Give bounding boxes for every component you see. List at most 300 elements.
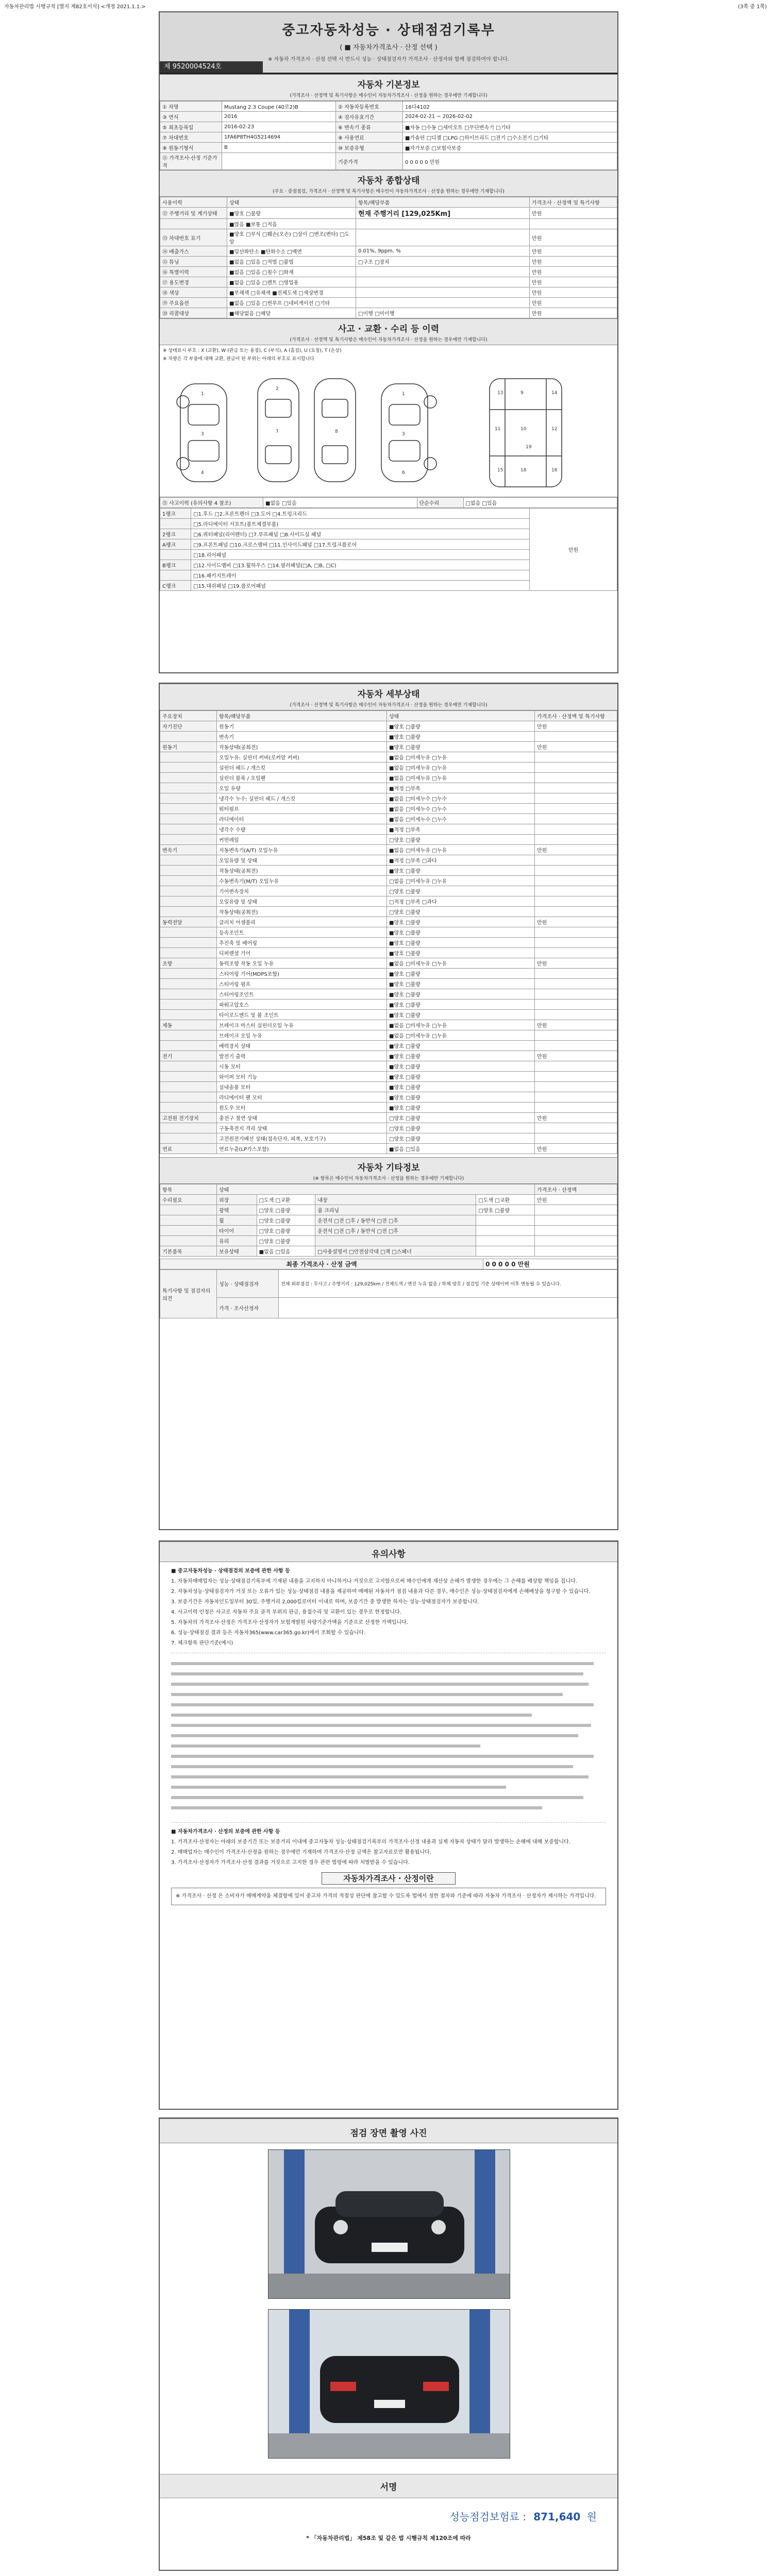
table-row: 특기사항 및 점검자의 의견 성능 · 상태점검자 전체 외부점검 : 무사고 / 주행거리 : 129,025km / 전체도색 / 엔진 누유 없음 / 하체 양호 / 점검일 기준 상태이며 이후 변동될 수 있습니다.: [160, 1270, 617, 1298]
detail-device: 전기: [160, 1051, 217, 1061]
svg-text:1: 1: [201, 392, 204, 397]
table-row: [160, 948, 617, 958]
detail-item: 충전구 절연 상태: [217, 1113, 387, 1123]
table-row: [160, 866, 617, 876]
notice-section-1-title: ■ 중고자동차성능 · 상태점검의 보증에 관한 사항 등: [171, 1568, 290, 1574]
detail-device: 원동기: [160, 742, 217, 752]
detail-status: ■적정 □부족 □과다: [387, 855, 535, 866]
other-info-cell: 기본품목: [160, 1246, 217, 1257]
other-info-cell: [160, 1215, 217, 1226]
table-row: ⑪ 가격조사·산정 기준가격 기준가격 0 0 0 0 0 만원: [160, 153, 617, 170]
table-row: [160, 824, 617, 835]
table-row: [160, 1041, 617, 1051]
basic-info-table: [160, 101, 617, 170]
table-row: [160, 804, 617, 814]
svg-text:18: 18: [520, 468, 527, 473]
detail-price: [535, 969, 617, 979]
photo-header: [160, 2119, 617, 2143]
final-price-label: 최종 가격조사 · 산정 금액: [160, 1259, 483, 1269]
notice-item: 5. 자동차의 가격조사·산정은 가격조사·산정자가 보험개발원 차량기준가액을 기준으로 산정한 가액입니다.: [171, 1620, 408, 1625]
other-info-cell: 광택: [217, 1205, 257, 1215]
svg-text:12: 12: [551, 427, 558, 432]
overall-status-note: (주요 · 중점점검, 가격조사 · 산정액 및 특기사항은 매수인이 자동차가격조사 · 산정을 원하는 경우에만 기재합니다): [273, 189, 505, 194]
detail-price: [535, 1061, 617, 1072]
detail-device: 조향: [160, 958, 217, 969]
detail-status: □양호 □불량: [387, 886, 535, 896]
accident-rank-table: [160, 497, 617, 508]
detail-price: [535, 1082, 617, 1092]
table-row: ⑨ 원동기형식 B ⑩ 보증유형 ■자가보증 □보험사보증: [160, 143, 617, 153]
detail-device: [160, 1123, 217, 1133]
detail-price: 만원: [535, 845, 617, 855]
detail-status-title: 자동차 세부상태: [357, 689, 420, 700]
table-row: [160, 917, 617, 927]
detail-price: [535, 1041, 617, 1051]
overall-status-header: [160, 170, 617, 197]
other-info-cell: [535, 1226, 617, 1236]
detail-item: 동력조향 작동 오일 누유: [217, 958, 387, 969]
detail-status: ■양호 □불량: [387, 1061, 535, 1072]
detail-item: 오일 유량: [217, 783, 387, 793]
detail-item: 커먼레일: [217, 835, 387, 845]
detail-device: [160, 752, 217, 762]
detail-device: 연료: [160, 1144, 217, 1154]
final-price-table: [160, 1259, 617, 1269]
table-row: ① 차명 Mustang 2.3 Coupe (40로2)B ② 자동차등록번호 16다4102: [160, 101, 617, 112]
detail-item: 기어변속장치: [217, 886, 387, 896]
svg-text:6: 6: [402, 470, 405, 476]
table-row: 가격 · 조사산정자: [160, 1298, 617, 1318]
detail-status: ■양호 □불량: [387, 742, 535, 752]
notice-header: [160, 1541, 617, 1562]
table-row: [160, 979, 617, 989]
detail-item: 시동 모터: [217, 1061, 387, 1072]
detail-status: ■양호 □불량: [387, 1010, 535, 1020]
detail-item: 냉각수 누수: 실린더 헤드 / 개스킷: [217, 793, 387, 804]
notice-item: 4. 사고이력 인정은 사고로 자동차 주요 골격 부위의 판금, 용접수리 및 교환이 있는 경우로 한정합니다.: [171, 1609, 401, 1615]
detail-status: ■없음 □미세누유 □누유: [387, 762, 535, 773]
special-notes-table: [160, 1269, 617, 1318]
detail-device: [160, 979, 217, 989]
other-info-cell: 휠: [217, 1215, 257, 1226]
table-row: [160, 762, 617, 773]
detail-status-note: (가격조사 · 산정액 및 특기사항은 매수인이 자동차가격조사 · 산정을 원하는 경우에만 기재합니다): [290, 703, 488, 708]
detail-item: 오일유량 및 상태: [217, 896, 387, 907]
detail-price: [535, 938, 617, 948]
svg-text:1: 1: [402, 392, 405, 397]
detail-item: 연료누출(LP가스포함): [217, 1144, 387, 1154]
detail-item: 실린더 블록 / 오일팬: [217, 773, 387, 783]
detail-status: ■양호 □불량: [387, 1051, 535, 1061]
table-row: [160, 1246, 617, 1257]
other-info-cell: [535, 1246, 617, 1257]
detail-price: [535, 835, 617, 845]
table-row: [160, 1205, 617, 1215]
detail-price: [535, 896, 617, 907]
table-row: [160, 1061, 617, 1072]
detail-item: 냉각수 수량: [217, 824, 387, 835]
other-info-note: (※ 항목은 매수인이 자동차가격조사 · 산정을 원하는 경우에만 기재합니다): [313, 1176, 464, 1181]
table-row: ⑲ 주요옵션 ■없음 □있음 □썬루프 □네비게이션 □기타 만원: [160, 298, 617, 308]
table-row: ⑤ 최초등록일 2016-02-23 ⑥ 변속기 종류 ■자동 □수동 □세미오토 □무단변속기 □기타: [160, 122, 617, 132]
other-info-cell: 운전석 □전 □후 / 동반석 □전 □후: [315, 1226, 476, 1236]
detail-item: 실린더 헤드 / 개스킷: [217, 762, 387, 773]
table-row: ⑯ 특별이력 ■없음 □있음 □침수 □화재 만원: [160, 267, 617, 277]
svg-text:3: 3: [201, 432, 204, 437]
notice-item: 3. 보증기간은 자동차인도일부터 30일, 주행거리 2,000킬로미터 이내로 하며, 보증기간 중 발생한 하자는 성능·상태점검자가 보증합니다.: [171, 1599, 479, 1605]
detail-device: [160, 866, 217, 876]
other-info-cell: [476, 1226, 535, 1236]
table-row: [160, 1113, 617, 1123]
detail-device: [160, 773, 217, 783]
detail-price: [535, 989, 617, 999]
price-assessment-definition-title: 자동차가격조사 · 산정이란: [322, 1872, 456, 1885]
detail-status: ■양호 □불량: [387, 917, 535, 927]
table-row: [160, 742, 617, 752]
svg-text:10: 10: [520, 427, 527, 432]
accident-history-title: 사고 · 교환 · 수리 등 이력: [338, 324, 440, 334]
notice-detail-text-area: [171, 1653, 606, 1823]
table-row: [160, 876, 617, 886]
detail-device: [160, 938, 217, 948]
detail-item: 디퍼렌셜 기어: [217, 948, 387, 958]
table-row: [160, 814, 617, 824]
basic-info-header: [160, 74, 617, 101]
special-notes-label: 특기사항 및 점검자의 의견: [160, 1270, 217, 1318]
other-info-cell: □사용설명서 □안전삼각대 □잭 □스패너: [315, 1246, 476, 1257]
table-row: [160, 969, 617, 979]
signature-footer: * 「자동차관리법」 제58조 및 같은 법 시행규칙 제120조에 따라: [306, 2535, 471, 2541]
table-row: [160, 958, 617, 969]
detail-device: [160, 855, 217, 866]
table-row: ⑬ 차대번호 표기 ■양호 □부식 □훼손(오손) □상이 □변조(변타) □도말 만원: [160, 229, 617, 246]
detail-status: ■양호 □불량: [387, 989, 535, 999]
other-info-cell: 외장: [217, 1195, 257, 1205]
car-on-lift-photo: [268, 2150, 510, 2299]
detail-item: 구동축전지 격리 상태: [217, 1123, 387, 1133]
detail-device: [160, 762, 217, 773]
detail-status: ■없음 □미세누유 □누유: [387, 958, 535, 969]
detail-item: 클러치 어셈블리: [217, 917, 387, 927]
detail-status: ■없음 □미세누유 □누유: [387, 1030, 535, 1041]
other-info-table: 항목 상태 가격조사 · 산정액 수리필요 외장 □도색 □교환 내장 □도색 □교환 만원 광택 □양호 □불량 룸 크리닝 □양호 □불량 휠 □양호 □불량 운전석 □전 □후 / 동반석 □전 □후 타이어 □양호 □불량 운전석 □전 □후 / 동반석 □전 □후 유리 □양호 □불량 기본품목 보유상태 ■없음 □있음 □사용설명서 □안전삼각대 □잭 □스패너: [160, 1184, 617, 1257]
other-info-cell: [476, 1236, 535, 1246]
svg-text:7: 7: [276, 429, 279, 434]
table-row: [160, 1236, 617, 1246]
detail-device: [160, 969, 217, 979]
accident-legend: ※ 상태표시 부호 : X (교환), W (판금 또는 용접), C (부식), A (흠집), U (요철), T (손상): [163, 348, 342, 353]
table-row: [160, 1103, 617, 1113]
other-info-cell: [315, 1236, 476, 1246]
table-row: ⑫ 주행거리 및 계기상태 ■양호 □불량 현재 주행거리 [129,025Km] 만원: [160, 208, 617, 219]
accident-history-note: (가격조사 · 산정액 및 특기사항은 매수인이 자동차가격조사 · 산정을 원하는 경우에만 기재합니다): [290, 337, 488, 343]
photo-section-title: 점검 장면 촬영 사진: [350, 2128, 427, 2139]
table-row: [160, 845, 617, 855]
notice-section-2-title: ■ 자동차가격조사 · 산정의 보증에 관한 사항 등: [171, 1829, 280, 1835]
table-row: [160, 732, 617, 742]
other-info-cell: 룸 크리닝: [315, 1205, 476, 1215]
insurance-fee-value: 871,640: [533, 2511, 581, 2523]
detail-status: ■없음 □있음: [387, 1144, 535, 1154]
detail-device: [160, 989, 217, 999]
detail-device: [160, 1041, 217, 1051]
detail-price: [535, 1010, 617, 1020]
detail-status-rows: [160, 721, 617, 1154]
table-row: [160, 896, 617, 907]
detail-price: 만원: [535, 1020, 617, 1030]
detail-status: ■양호 □불량: [387, 979, 535, 989]
table-row: [160, 927, 617, 938]
detail-price: [535, 783, 617, 793]
other-info-cell: □양호 □불량: [257, 1236, 315, 1246]
detail-status-table: 주요장치 항목/해당부품 상태 가격조사 · 산정액 및 특기사항 자기진단 원동기 ■양호 □불량 만원 변속기 ■양호 □불량 원동기 작동상태(공회전) ■양호 □불량 만원 오일누유: 실린더 커버(로커암 커버) ■없음 □미세누유 □누유 실린더 헤드 / 개스킷 ■없음 □미세누유 □누유 실린더 블록 / 오일팬 ■없음 □미세누유 □누유 오일 유량 ■적정 □부족 냉각수 누수: 실린더 헤드 / 개스킷 ■없음 □미세누수 □누수 워터펌프 ■없음 □미세누수 □누수 라디에이터 ■없음 □미세누수 □누수 냉각수 수량 ■적정 □부족 커먼레일 □양호 □불량 변속기 자동변속기(A/T) 오일누유 ■없음 □미세누유 □누유 만원 오일유량 및 상태 ■적정 □부족 □과다 작동상태(공회전) ■양호 □불량 수동변속기(M/T) 오일누유 □없음 □미세누유 □누유 기어변속장치 □양호 □불량 오일유량 및 상태 □적정 □부족 □과다 작동상태(공회전) □양호 □불량 동력전달 클러치 어셈블리 ■양호 □불량 만원 등속조인트 ■양호 □불량 추진축 및 베어링 ■양호 □불량 디퍼렌셜 기어 ■양호 □불량 조향 동력조향 작동 오일 누유 ■없음 □미세누유 □누유 만원 스티어링 기어(MDPS포함) ■양호 □불량 스티어링 펌프 ■양호 □불량 스티어링조인트 ■양호 □불량 파워고압호스 ■양호 □불량 타이로드엔드 및 볼 조인트 ■양호 □불량 제동 브레이크 마스터 실린더오일 누유 ■없음 □미세누유 □누유 만원 브레이크 오일 누유 ■없음 □미세누유 □누유 배력장치 상태 ■양호 □불량 전기 발전기 출력 ■양호 □불량 만원 시동 모터 ■양호 □불량 와이퍼 모터 기능 ■양호 □불량 실내송풍 모터 ■양호 □불량 라디에이터 팬 모터 ■양호 □불량 윈도우 모터 ■양호 □불량 고전원 전기장치 충전구 절연 상태 □양호 □불량 만원 구동축전지 격리 상태 □양호 □불량 고전원전기배선 상태(접속단자, 피복, 보호기구) □양호 □불량 연료 연료누출(LP가스포함) ■없음 □있음 만원: [160, 710, 617, 1154]
detail-device: 제동: [160, 1020, 217, 1030]
other-info-cell: 만원: [535, 1195, 617, 1205]
detail-status: ■양호 □불량: [387, 721, 535, 732]
car-outline-diagram: [160, 363, 617, 497]
other-info-cell: 운전석 □전 □후 / 동반석 □전 □후: [315, 1215, 476, 1226]
other-info-cell: [160, 1226, 217, 1236]
detail-device: [160, 886, 217, 896]
detail-price: [535, 1133, 617, 1144]
detail-price: [535, 1103, 617, 1113]
detail-item: 오일누유: 실린더 커버(로커암 커버): [217, 752, 387, 762]
detail-status: ■양호 □불량: [387, 969, 535, 979]
document-number: 제 9520004524호: [160, 61, 263, 73]
other-info-cell: □양호 □불량: [257, 1215, 315, 1226]
detail-item: 와이퍼 모터 기능: [217, 1072, 387, 1082]
detail-price: 만원: [535, 917, 617, 927]
insurance-fee: [160, 2498, 617, 2523]
table-row: [160, 1259, 617, 1269]
detail-price: [535, 979, 617, 989]
table-row: ■많음 ■보통 □적음: [160, 219, 617, 229]
detail-device: [160, 814, 217, 824]
detail-device: [160, 804, 217, 814]
detail-price: [535, 999, 617, 1010]
table-row: C랭크 □15.대쉬패널 □19.플로어패널: [160, 581, 617, 591]
svg-text:8: 8: [335, 429, 338, 434]
detail-price: 만원: [535, 1144, 617, 1154]
detail-device: [160, 732, 217, 742]
detail-status: □양호 □불량: [387, 1123, 535, 1133]
detail-price: [535, 814, 617, 824]
insurance-fee-label: 성능점검보험료 :: [449, 2511, 526, 2523]
page-counter: (3쪽 중 1쪽): [738, 4, 767, 10]
table-row: [160, 1020, 617, 1030]
detail-price: [535, 793, 617, 804]
detail-status: ■양호 □불량: [387, 938, 535, 948]
detail-item: 스티어링조인트: [217, 989, 387, 999]
signature-section: [160, 2474, 617, 2542]
detail-item: 라디에이터 팬 모터: [217, 1092, 387, 1103]
detail-device: [160, 1092, 217, 1103]
detail-price: [535, 752, 617, 762]
signature-title: 서명: [160, 2475, 617, 2498]
table-row: □16.패키지트레이: [160, 570, 617, 581]
detail-device: [160, 907, 217, 917]
detail-status-header: [160, 684, 617, 710]
other-info-cell: [476, 1246, 535, 1257]
detail-item: 오일유량 및 상태: [217, 855, 387, 866]
notice-item: 3. 가격조사·산정자가 가격조사·산정 결과를 거짓으로 고지한 경우 관련 법령에 따라 처벌받을 수 있습니다.: [171, 1860, 410, 1866]
detail-price: [535, 762, 617, 773]
table-row: □18.리어패널: [160, 550, 617, 560]
page-2: [159, 683, 618, 1530]
detail-status: ■없음 □미세누수 □누수: [387, 793, 535, 804]
document-title-note: ※ 자동차 가격조사 · 산정 선택 시 반드시 성능 · 상태점검자가 가격조사 · 산정자와 함께 점검하여야 합니다.: [267, 57, 509, 62]
detail-device: [160, 783, 217, 793]
other-info-cell: □양호 □불량: [257, 1205, 315, 1215]
other-info-cell: [535, 1236, 617, 1246]
table-row: [160, 783, 617, 793]
detail-price: [535, 1123, 617, 1133]
detail-device: [160, 1072, 217, 1082]
other-info-title: 자동차 기타정보: [357, 1163, 420, 1173]
page-3: [159, 1540, 618, 2110]
svg-text:9: 9: [520, 391, 524, 396]
detail-status: □적정 □부족 □과다: [387, 896, 535, 907]
table-row: [160, 989, 617, 999]
table-row: ⑭ 배출가스 ■일산화탄소 ■탄화수소 □매연 0.01%, 9ppm, % 만원: [160, 246, 617, 257]
detail-device: [160, 793, 217, 804]
table-row: [160, 835, 617, 845]
detail-status: ■양호 □불량: [387, 866, 535, 876]
other-info-cell: [535, 1205, 617, 1215]
detail-price: [535, 907, 617, 917]
other-info-cell: □도색 □교환: [476, 1195, 535, 1205]
other-info-cell: [535, 1215, 617, 1226]
svg-text:2: 2: [276, 386, 279, 392]
table-row: ⑰ 용도변경 ■없음 □있음 □렌트 □영업용 만원: [160, 277, 617, 287]
table-row: [160, 1123, 617, 1133]
detail-item: 수동변속기(M/T) 오일누유: [217, 876, 387, 886]
detail-device: [160, 1030, 217, 1041]
table-row: [160, 938, 617, 948]
detail-status: □없음 □미세누유 □누유: [387, 876, 535, 886]
table-row: [160, 1144, 617, 1154]
detail-status: ■없음 □미세누유 □누유: [387, 773, 535, 783]
accident-parts-table: [160, 508, 617, 591]
detail-status: ■양호 □불량: [387, 1072, 535, 1082]
detail-price: [535, 866, 617, 876]
page-4: [159, 2117, 618, 2571]
detail-item: 자동변속기(A/T) 오일누유: [217, 845, 387, 855]
svg-text:15: 15: [497, 468, 503, 473]
detail-price: 만원: [535, 721, 617, 732]
detail-item: 추진축 및 베어링: [217, 938, 387, 948]
other-info-cell: 보유상태: [217, 1246, 257, 1257]
detail-item: 원동기: [217, 721, 387, 732]
other-info-cell: □양호 □불량: [476, 1205, 535, 1215]
detail-item: 스티어링 펌프: [217, 979, 387, 989]
detail-status: ■적정 □부족: [387, 783, 535, 793]
detail-price: [535, 773, 617, 783]
detail-device: [160, 1133, 217, 1144]
detail-device: [160, 927, 217, 938]
other-info-cell: 내장: [315, 1195, 476, 1205]
detail-status: ■적정 □부족: [387, 824, 535, 835]
other-info-cell: ■없음 □있음: [257, 1246, 315, 1257]
other-info-cell: [160, 1205, 217, 1215]
detail-price: 만원: [535, 958, 617, 969]
detail-device: [160, 948, 217, 958]
detail-status: ■없음 □미세누유 □누유: [387, 752, 535, 762]
notice-item: 7. 체크항목 판단기준(예시): [171, 1640, 233, 1646]
detail-item: 파워고압호스: [217, 999, 387, 1010]
table-row: [160, 1051, 617, 1061]
detail-status: ■양호 □불량: [387, 1082, 535, 1092]
detail-device: [160, 1010, 217, 1020]
detail-device: 변속기: [160, 845, 217, 855]
detail-device: [160, 1061, 217, 1072]
basic-info-title: 자동차 기본정보: [357, 80, 420, 90]
table-row: [160, 1133, 617, 1144]
table-row: ③ 연식 2016 ④ 검사유효기간 2024-02-21 ~ 2026-02-02: [160, 112, 617, 122]
basic-info-note: (가격조사 · 산정액 및 특기사항은 매수인이 자동차가격조사 · 산정을 원하는 경우에만 기재합니다): [290, 93, 488, 98]
detail-price: [535, 1072, 617, 1082]
document-subtitle: ( ■ 자동차가격조사 · 산정 선택 ): [340, 44, 438, 52]
svg-text:4: 4: [201, 470, 204, 476]
accident-history-header: [160, 318, 617, 345]
table-row: [160, 793, 617, 804]
detail-price: 만원: [535, 1113, 617, 1123]
detail-device: 자기진단: [160, 721, 217, 732]
detail-status: ■양호 □불량: [387, 927, 535, 938]
notice-title: 유의사항: [372, 1549, 406, 1560]
detail-item: 발전기 출력: [217, 1051, 387, 1061]
table-row: ⑳ 리콜대상 ■해당없음 □해당 □이행 □미이행 만원: [160, 308, 617, 318]
detail-device: [160, 896, 217, 907]
table-row: [160, 1226, 617, 1236]
detail-price: [535, 804, 617, 814]
detail-status: ■없음 □미세누수 □누수: [387, 814, 535, 824]
table-row: [160, 721, 617, 732]
detail-price: [535, 927, 617, 938]
detail-price: [535, 876, 617, 886]
document-title: 중고자동차성능 · 상태점검기록부: [282, 23, 495, 38]
detail-item: 스티어링 기어(MDPS포함): [217, 969, 387, 979]
table-row: A랭크 □9.프론트패널 □10.크로스멤버 □11.인사이드패널 □17.트렁크플로어: [160, 539, 617, 550]
svg-text:13: 13: [497, 391, 503, 396]
table-row: [160, 907, 617, 917]
other-info-cell: □도색 □교환: [257, 1195, 315, 1205]
detail-status: ■없음 □미세누수 □누수: [387, 804, 535, 814]
insurance-fee-unit: 원: [586, 2511, 597, 2523]
notice-item: 2. 자동차성능·상태점검자가 거짓 또는 오류가 있는 성능·상태점검 내용을 제공하여 매매된 자동차가 점검 내용과 다른 경우, 매수인은 성능·상태점검자에게 손해배상을 청구할 수 있습니다.: [171, 1589, 591, 1595]
detail-price: [535, 732, 617, 742]
detail-price: [535, 948, 617, 958]
price-assessment-definition-text: ※ 가격조사 · 산정 은 소비자가 매매계약을 체결함에 있어 중고차 가격의 적절성 판단에 참고할 수 있도록 법에서 정한 절차와 기준에 따라 자동차 가격조사 · 산정자가 제시하는 가격입니다.: [171, 1888, 606, 1905]
svg-text:3: 3: [402, 432, 405, 437]
table-row: [160, 752, 617, 762]
detail-price: [535, 824, 617, 835]
notice-body: [160, 1562, 617, 1910]
detail-status: □양호 □불량: [387, 1133, 535, 1144]
detail-item: 브레이크 마스터 실린더오일 누유: [217, 1020, 387, 1030]
detail-device: [160, 1082, 217, 1092]
table-row: [160, 773, 617, 783]
notice-item: 6. 성능·상태점검 결과 등은 자동차365(www.car365.go.kr)에서 조회할 수 있습니다.: [171, 1630, 366, 1636]
detail-status: ■없음 □미세누유 □누유: [387, 845, 535, 855]
detail-item: 등속조인트: [217, 927, 387, 938]
overall-status-table: 사용이력 상태 항목/해당부품 가격조사 · 산정액 및 특기사항 ⑫ 주행거리 및 계기상태 ■양호 □불량 현재 주행거리 [129,025Km] 만원 ■많음 ■보통 □적음 ⑬ 차대번호 표기 ■양호 □부식 □훼손(오손) □상이 □변조(변타) □도말 만원 ⑭ 배출가스 ■일산화탄소 ■탄화수소 □매연 0.01%, 9ppm, % 만원 ⑮ 튜닝 ■없음 □있음 □적법 □불법 □구조 □장치 만원 ⑯ 특별이력 ■없음 □있음 □침수 □화재 만원 ⑰ 용도변경 ■없음 □있음 □렌트 □영업용 만원 ⑱ 색상 ■무채색 □유채색 ■전체도색 □색상변경 만원 ⑲ 주요옵션 ■없음 □있음 □썬루프 □네비게이션 □기타 만원 ⑳ 리콜대상 ■해당없음 □해당 □이행 □미이행 만원: [160, 197, 617, 318]
svg-text:19: 19: [526, 445, 532, 450]
svg-text:11: 11: [495, 427, 501, 432]
detail-status: ■양호 □불량: [387, 948, 535, 958]
page-1: [159, 11, 618, 673]
svg-text:14: 14: [551, 391, 558, 396]
